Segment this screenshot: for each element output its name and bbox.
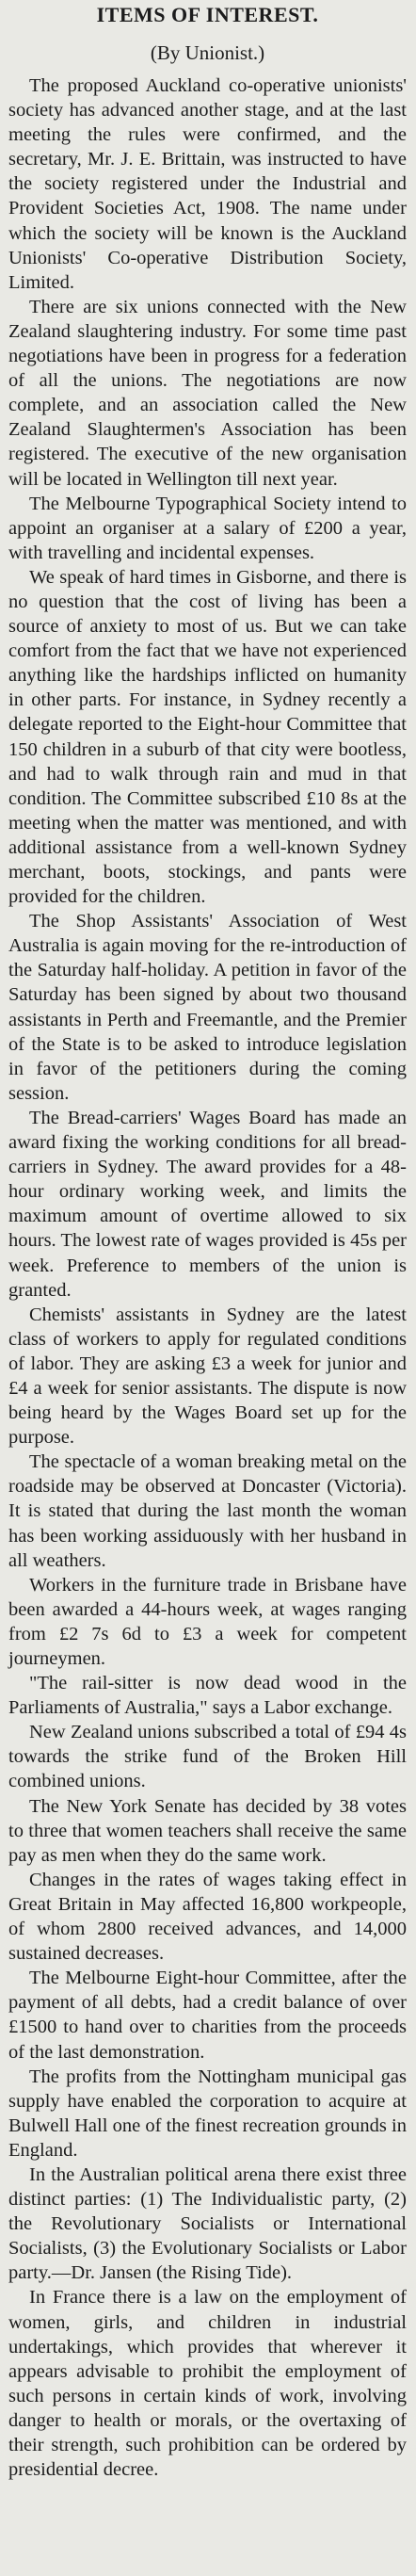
article-paragraph: The profits from the Nottingham municipal gas supply have enabled the corporation to acquire at Bulwell Hall one of the finest recreation grounds in England. bbox=[8, 2066, 407, 2161]
article-paragraph: The spectacle of a woman breaking metal on the roadside may be observed at Doncaster (Victoria). It is stated that during the last month the woman has been working assiduously with her husband in all weathers. bbox=[8, 1451, 407, 1571]
article-paragraph: Chemists' assistants in Sydney are the latest class of workers to apply for regulated conditions of labor. They are asking £3 a week for junior and £4 a week for senior assistants. The dispute is now being heard by the Wages Board set up for the purpose. bbox=[8, 1304, 407, 1449]
article-paragraph: We speak of hard times in Gisborne, and there is no question that the cost of living has been a source of anxiety to most of us. But we can take comfort from the fact that we have not experienced anything like the hardships inflicted on humanity in other parts. For instance, in Sydney recently a delegate reported to the Eight-hour Committee that 150 children in a suburb of that city were bootless, and had to walk through rain and mud in that condition. The Committee subscribed £10 8s at the meeting when the matter was mentioned, and with additional assistance from a well-known Sydney merchant, boots, stockings, and pants were provided for the children. bbox=[8, 566, 407, 908]
article-paragraph: Workers in the furniture trade in Brisbane have been awarded a 44-hours week, at wages ranging from £2 7s 6d to £3 a week for competent journeymen. bbox=[8, 1574, 407, 1669]
article-headline: ITEMS OF INTEREST. bbox=[96, 3, 319, 26]
article-paragraph: The proposed Auckland co-operative unionists' society has advanced another stage, and at the last meeting the rules were confirmed, and the secretary, Mr. J. E. Brittain, was instructed to have the society registered under the Industrial and Provident Societies Act, 1908. The name under which the society will be known is the Auckland Unionists' Co-operative Distribution Society, Limited. bbox=[8, 75, 407, 293]
article-body bbox=[8, 73, 407, 2482]
article-paragraph: The New York Senate has decided by 38 votes to three that women teachers shall receive the same pay as men when they do the same work. bbox=[8, 1795, 407, 1866]
article-paragraph: There are six unions connected with the New Zealand slaughtering industry. For some time past negotiations have been in progress for a federation of all the unions. The negotiations are now complete, and an association called the New Zealand Slaughtermen's Association has been registered. The executive of the new organisation will be located in Wellington till next year. bbox=[8, 296, 407, 490]
article-paragraph: The Shop Assistants' Association of West Australia is again moving for the re-introduction of the Saturday half-holiday. A petition in favor of the Saturday has been signed by about two thousand assistants in Perth and Freemantle, and the Premier of the State is to be asked to introduce legislation in favor of the petitioners during the coming session. bbox=[8, 911, 407, 1104]
article-paragraph: The Melbourne Eight-hour Committee, after the payment of all debts, had a credit balance of over £1500 to hand over to charities from the proceeds of the last demonstration. bbox=[8, 1968, 407, 2063]
article-paragraph: The Bread-carriers' Wages Board has made an award fixing the working conditions for all bread-carriers in Sydney. The award provides for a 48-hour ordinary working week, and limits the maximum amount of overtime allowed to six hours. The lowest rate of wages provided is 45s per week. Preference to members of the union is granted. bbox=[8, 1107, 407, 1301]
article-paragraph: Changes in the rates of wages taking effect in Great Britain in May affected 16,800 workpeople, of whom 2800 received advances, and 14,000 sustained decreases. bbox=[8, 1869, 407, 1965]
article-paragraph: "The rail-sitter is now dead wood in the Parliaments of Australia," says a Labor exchange. bbox=[8, 1673, 407, 1719]
article-paragraph: In the Australian political arena there exist three distinct parties: (1) The Individualistic party, (2) the Revolutionary Socialists or International Socialists, (3) the Evolutionary Socialists or Labor party.—Dr. Jansen (the Rising Tide). bbox=[8, 2163, 407, 2284]
article-paragraph: New Zealand unions subscribed a total of £94 4s towards the strike fund of the Broken Hill combined unions. bbox=[8, 1722, 407, 1792]
article-paragraph: The Melbourne Typographical Society intend to appoint an organiser at a salary of £200 a year, with travelling and incidental expenses. bbox=[8, 493, 407, 563]
article-byline: (By Unionist.) bbox=[150, 41, 265, 64]
article-paragraph: In France there is a law on the employment of women, girls, and children in industrial undertakings, which provides that wherever it appears advisable to prohibit the employment of such persons in certain kinds of work, involving danger to health or morals, or the overtaxing of their strength, such prohibition can be ordered by presidential decree. bbox=[8, 2287, 407, 2481]
